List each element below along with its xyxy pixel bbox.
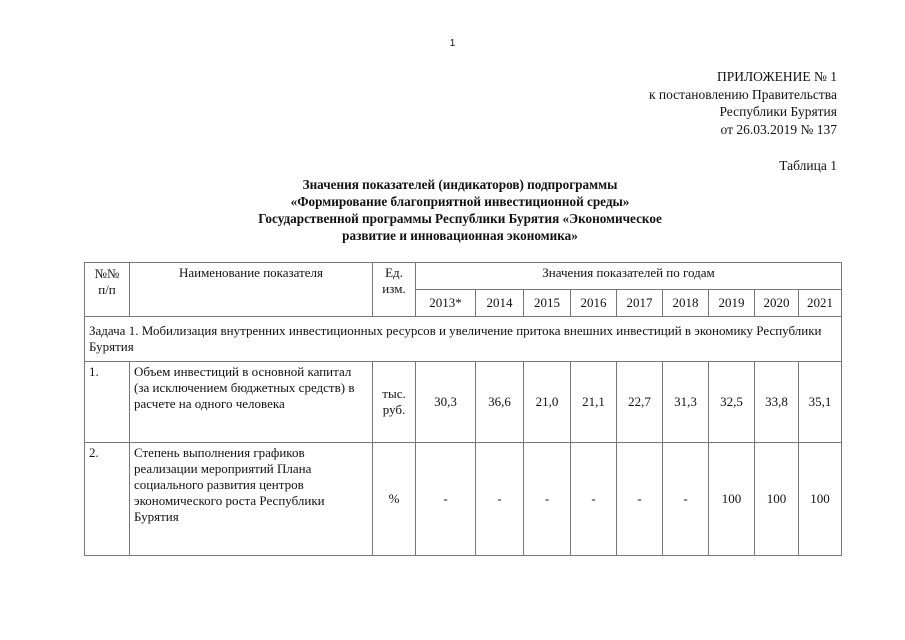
- appendix-line-3: Республики Бурятия: [719, 104, 837, 119]
- header-year: 2017: [617, 290, 663, 317]
- indicator-value: 30,3: [416, 362, 476, 443]
- indicator-unit: %: [373, 443, 416, 556]
- header-year: 2019: [709, 290, 755, 317]
- row-number: 2.: [85, 443, 130, 556]
- table-label: Таблица 1: [779, 158, 837, 173]
- indicator-value: 100: [755, 443, 799, 556]
- indicator-value: 35,1: [799, 362, 842, 443]
- indicator-value: 21,1: [571, 362, 617, 443]
- title-line-3: Государственной программы Республики Бурятия «Экономическое: [258, 211, 662, 226]
- indicator-value: -: [416, 443, 476, 556]
- header-year: 2018: [663, 290, 709, 317]
- indicator-value: 33,8: [755, 362, 799, 443]
- indicator-value: 21,0: [524, 362, 571, 443]
- appendix-header: [649, 68, 837, 138]
- indicator-value: 22,7: [617, 362, 663, 443]
- header-year: 2014: [476, 290, 524, 317]
- appendix-line-1: ПРИЛОЖЕНИЕ № 1: [716, 69, 837, 84]
- header-num: №№ п/п: [85, 263, 130, 317]
- header-year: 2016: [571, 290, 617, 317]
- table-row: [85, 443, 842, 556]
- header-year: 2015: [524, 290, 571, 317]
- header-name: Наименование показателя: [130, 263, 373, 317]
- appendix-line-2: к постановлению Правительства: [648, 86, 837, 102]
- table-row: [85, 362, 842, 443]
- indicator-value: 100: [709, 443, 755, 556]
- appendix-line-4: от 26.03.2019 № 137: [720, 121, 837, 137]
- task-description: Задача 1. Мобилизация внутренних инвестиционных ресурсов и увеличение притока внешних инвестиций в экономику Республики Бурятия: [85, 317, 842, 362]
- row-number: 1.: [85, 362, 130, 443]
- indicators-table: [84, 262, 842, 556]
- title-line-4: развитие и инновационная экономика»: [342, 228, 578, 243]
- header-row-1: [85, 263, 842, 290]
- indicator-value: 31,3: [663, 362, 709, 443]
- header-unit: Ед. изм.: [373, 263, 416, 317]
- indicator-value: 100: [799, 443, 842, 556]
- indicator-value: -: [571, 443, 617, 556]
- header-year: 2013*: [416, 290, 476, 317]
- indicator-unit: тыс. руб.: [373, 362, 416, 443]
- indicator-value: -: [476, 443, 524, 556]
- header-values-by-year: Значения показателей по годам: [416, 263, 842, 290]
- indicator-value: -: [617, 443, 663, 556]
- indicator-value: -: [524, 443, 571, 556]
- indicator-name: Объем инвестиций в основной капитал (за исключением бюджетных средств) в расчете на одного человека: [130, 362, 373, 443]
- task-row: [85, 317, 842, 362]
- indicator-name: Степень выполнения графиков реализации мероприятий Плана социального развития центров экономического роста Республики Бурятия: [130, 443, 373, 556]
- header-year: 2021: [799, 290, 842, 317]
- header-year: 2020: [755, 290, 799, 317]
- page-number: 1: [449, 38, 456, 49]
- indicator-value: 32,5: [709, 362, 755, 443]
- document-title: [160, 176, 760, 244]
- indicator-value: -: [663, 443, 709, 556]
- indicator-value: 36,6: [476, 362, 524, 443]
- title-line-2: «Формирование благоприятной инвестиционной среды»: [290, 194, 630, 209]
- title-line-1: Значения показателей (индикаторов) подпрограммы: [302, 177, 618, 192]
